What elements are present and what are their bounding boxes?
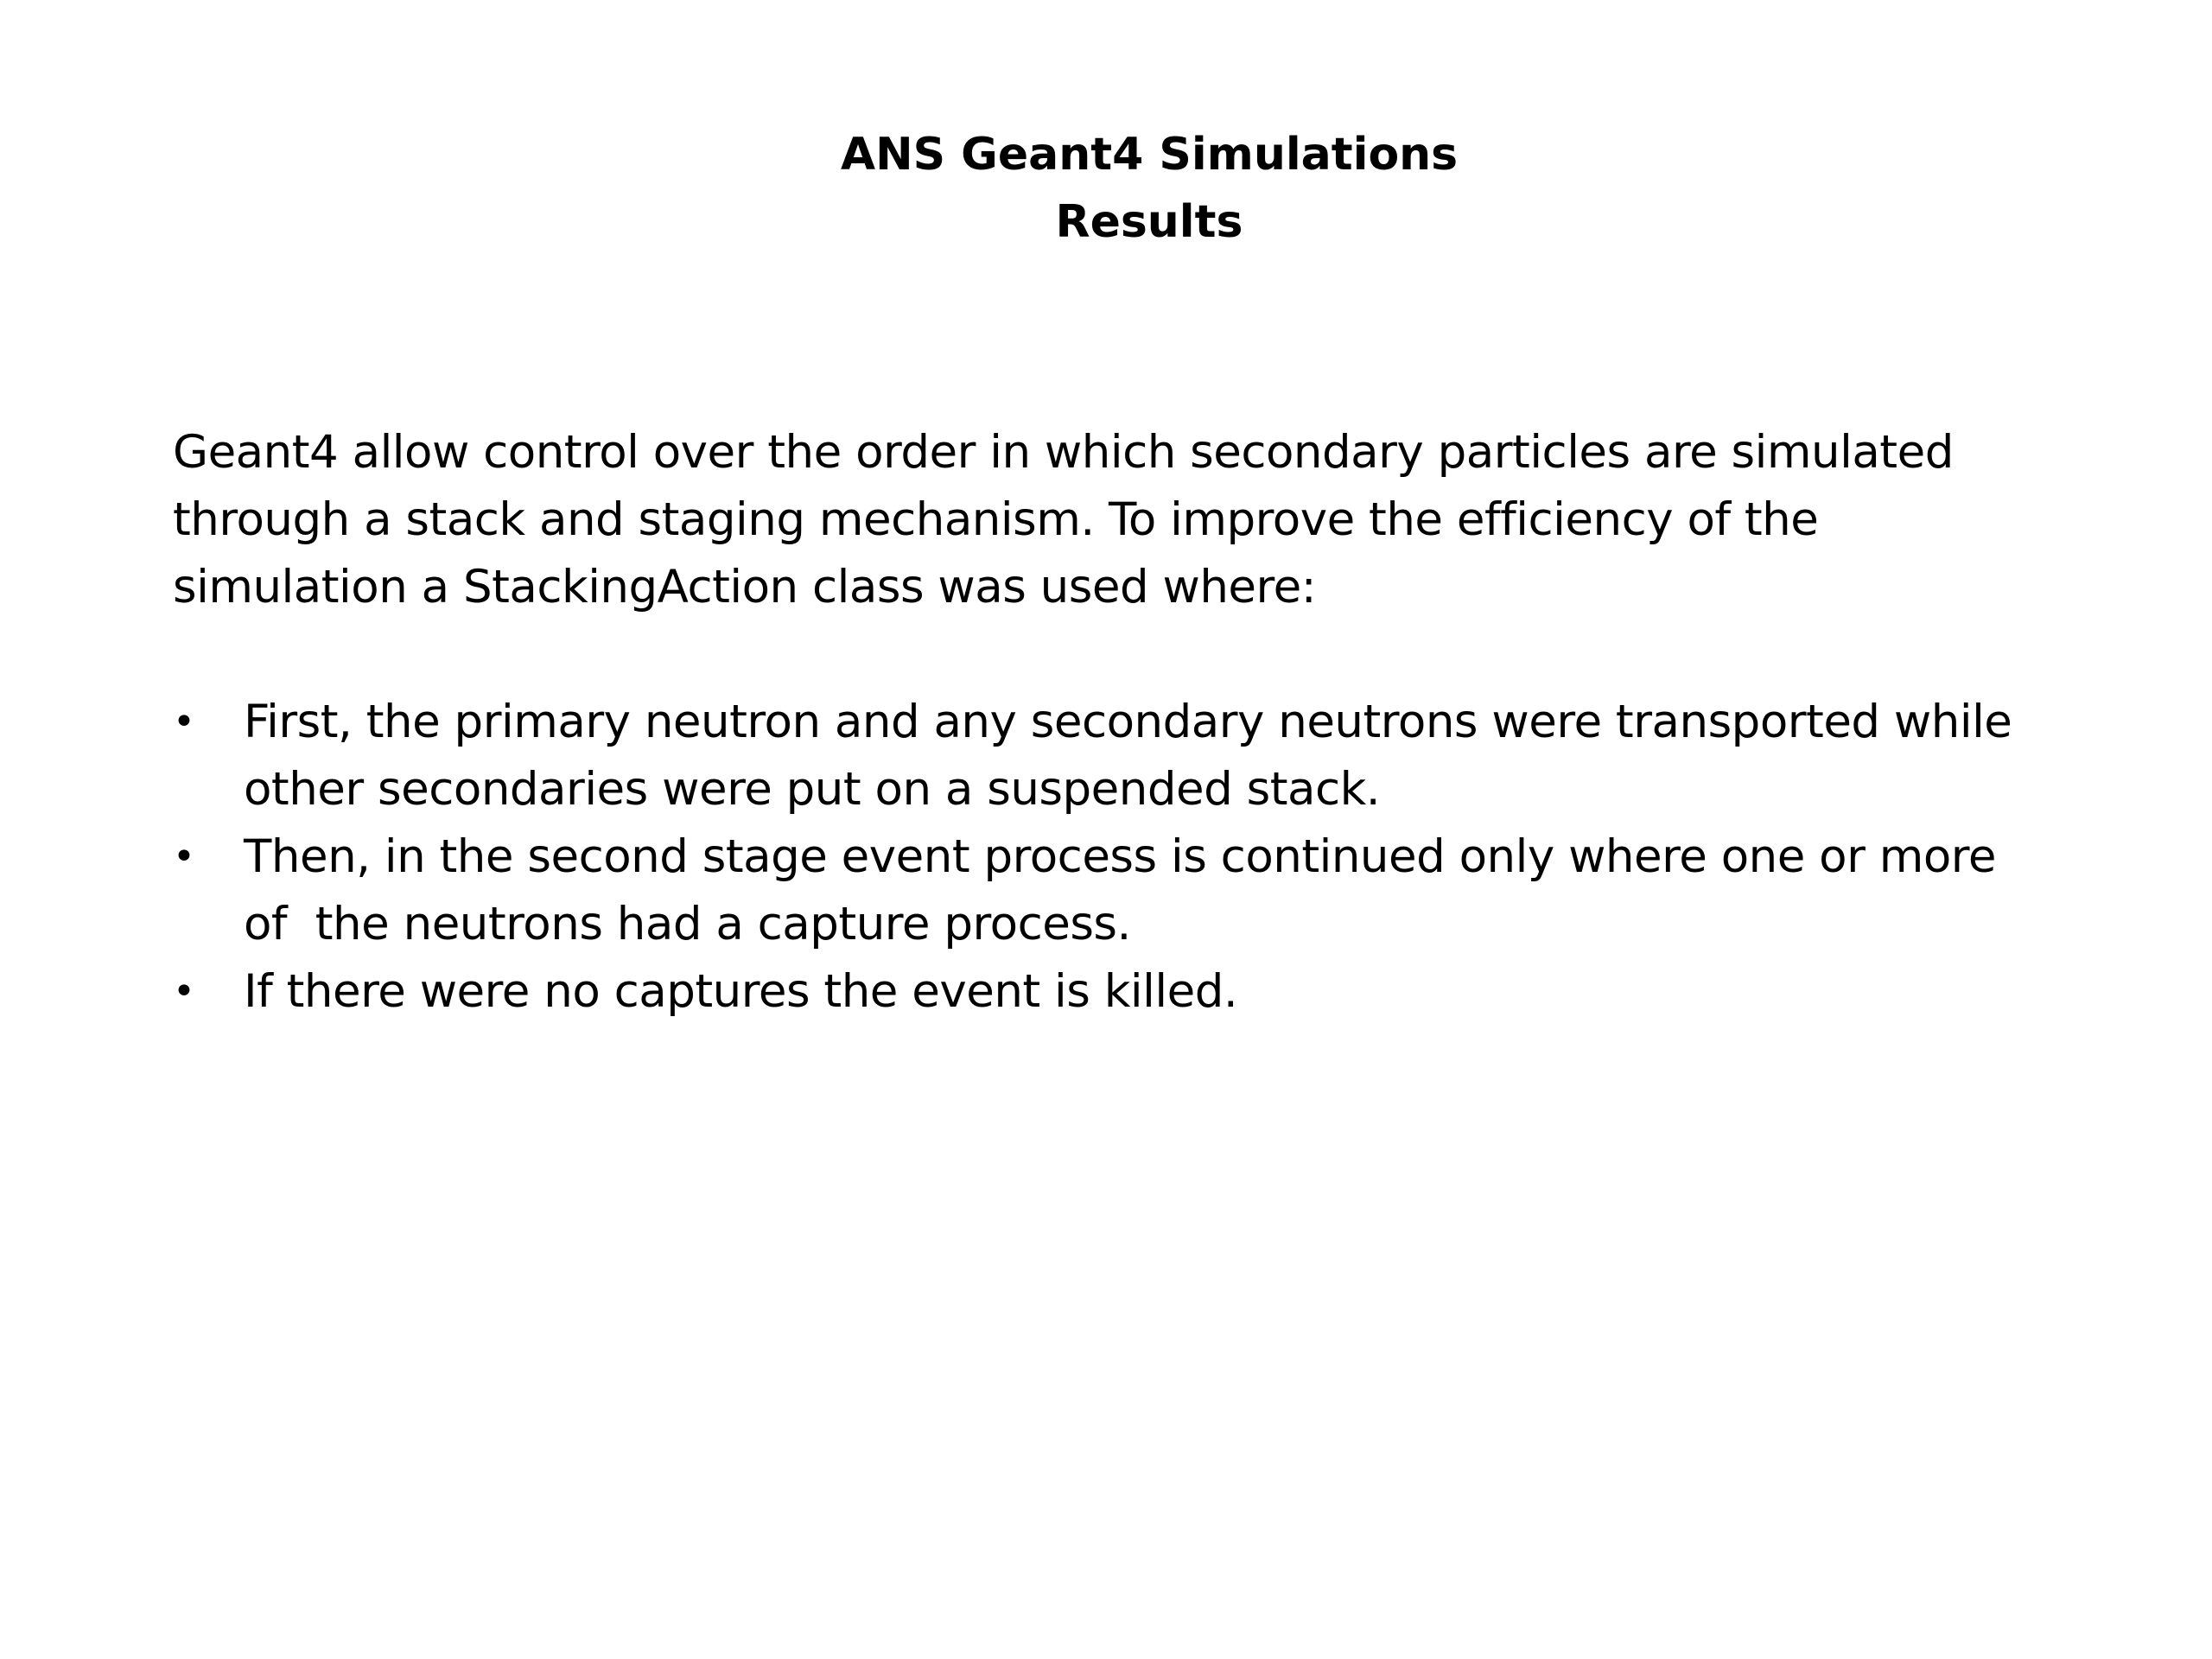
intro-paragraph <box>173 419 2126 621</box>
bullet-2-line-2: of the neutrons had a capture process. <box>244 898 1131 950</box>
intro-line-1: Geant4 allow control over the order in which secondary particles are simulated <box>173 426 1954 479</box>
slide-title <box>0 121 2212 256</box>
bullet-dot-icon: • <box>173 700 195 744</box>
intro-line-3: simulation a StackingAction class was used where: <box>173 561 1317 613</box>
bullet-1-line-1: First, the primary neutron and any secondary neutrons were transported while <box>244 696 2012 748</box>
bullet-dot-icon: • <box>173 969 195 1014</box>
bullet-item-1 <box>173 689 2160 823</box>
bullet-item-2 <box>173 823 2160 958</box>
bullet-2-line-1: Then, in the second stage event process is continued only where one or more <box>244 830 1997 883</box>
bullet-item-3 <box>173 958 2160 1026</box>
bullet-list <box>173 689 2160 1026</box>
intro-line-2: through a stack and staging mechanism. To improve the efficiency of the <box>173 493 1819 546</box>
bullet-3-line-1: If there were no captures the event is killed. <box>244 965 1238 1018</box>
bullet-dot-icon: • <box>173 835 195 879</box>
bullet-1-line-2: other secondaries were put on a suspended stack. <box>244 763 1381 816</box>
title-line-1: ANS Geant4 Simulations <box>840 129 1459 181</box>
title-line-2: Results <box>1055 196 1243 248</box>
